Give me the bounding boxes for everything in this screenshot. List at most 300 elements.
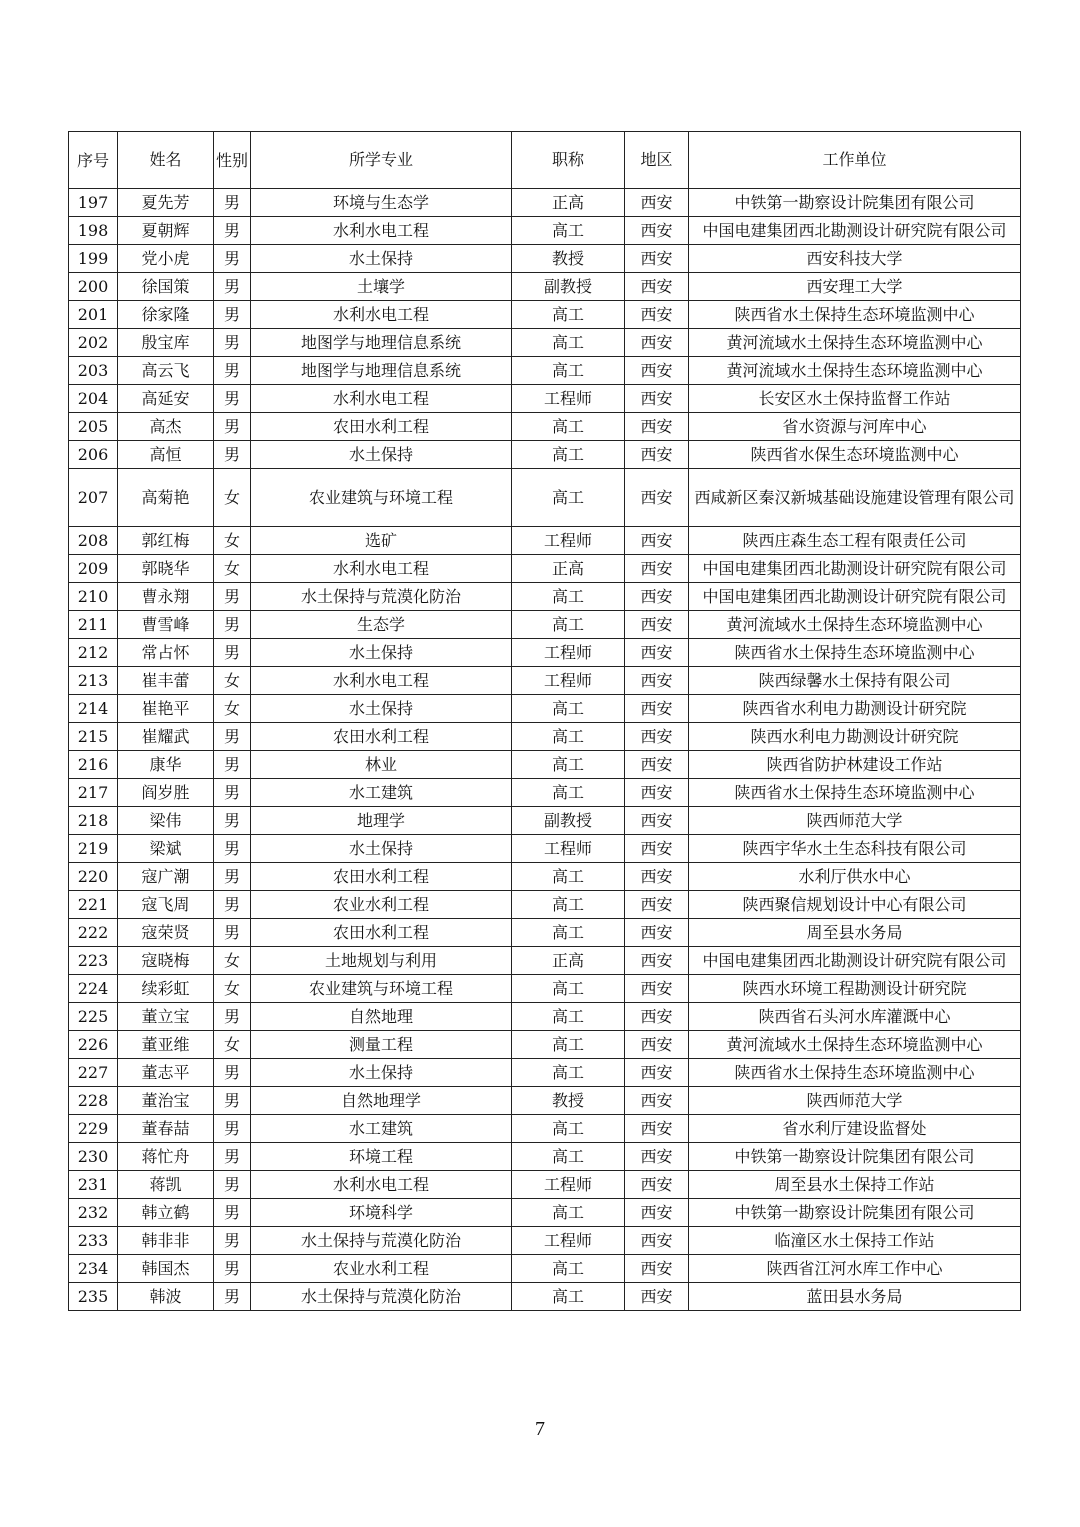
cell-major: 土壤学 bbox=[251, 273, 512, 301]
cell-major: 自然地理 bbox=[251, 1003, 512, 1031]
cell-region: 西安 bbox=[625, 245, 689, 273]
table-header-row bbox=[69, 132, 1021, 189]
cell-name: 寇飞周 bbox=[118, 891, 214, 919]
table-row bbox=[69, 527, 1021, 555]
cell-no: 218 bbox=[69, 807, 118, 835]
cell-region: 西安 bbox=[625, 835, 689, 863]
cell-no: 217 bbox=[69, 779, 118, 807]
cell-title: 高工 bbox=[512, 695, 625, 723]
cell-unit: 陕西省水土保持生态环境监测中心 bbox=[689, 779, 1021, 807]
table-row bbox=[69, 385, 1021, 413]
cell-major: 水土保持与荒漠化防治 bbox=[251, 1227, 512, 1255]
cell-unit: 西咸新区秦汉新城基础设施建设管理有限公司 bbox=[689, 469, 1021, 527]
cell-major: 环境科学 bbox=[251, 1199, 512, 1227]
cell-unit: 陕西省防护林建设工作站 bbox=[689, 751, 1021, 779]
cell-major: 农田水利工程 bbox=[251, 863, 512, 891]
cell-title: 高工 bbox=[512, 583, 625, 611]
cell-unit: 中国电建集团西北勘测设计研究院有限公司 bbox=[689, 583, 1021, 611]
cell-name: 夏朝辉 bbox=[118, 217, 214, 245]
cell-major: 水土保持 bbox=[251, 695, 512, 723]
page-number: 7 bbox=[535, 1418, 545, 1440]
table-row bbox=[69, 301, 1021, 329]
cell-no: 225 bbox=[69, 1003, 118, 1031]
cell-region: 西安 bbox=[625, 1143, 689, 1171]
cell-title: 高工 bbox=[512, 1283, 625, 1311]
cell-sex: 男 bbox=[214, 1283, 251, 1311]
cell-title: 高工 bbox=[512, 217, 625, 245]
cell-name: 梁伟 bbox=[118, 807, 214, 835]
cell-sex: 男 bbox=[214, 1227, 251, 1255]
table-row bbox=[69, 245, 1021, 273]
cell-sex: 男 bbox=[214, 1059, 251, 1087]
cell-sex: 男 bbox=[214, 1003, 251, 1031]
cell-name: 韩波 bbox=[118, 1283, 214, 1311]
cell-region: 西安 bbox=[625, 1255, 689, 1283]
cell-title: 工程师 bbox=[512, 385, 625, 413]
cell-unit: 陕西省水土保持生态环境监测中心 bbox=[689, 639, 1021, 667]
cell-region: 西安 bbox=[625, 527, 689, 555]
cell-region: 西安 bbox=[625, 385, 689, 413]
cell-no: 211 bbox=[69, 611, 118, 639]
table-row bbox=[69, 1059, 1021, 1087]
cell-name: 崔丰蕾 bbox=[118, 667, 214, 695]
cell-unit: 陕西水利电力勘测设计研究院 bbox=[689, 723, 1021, 751]
cell-name: 殷宝库 bbox=[118, 329, 214, 357]
table-row bbox=[69, 779, 1021, 807]
cell-major: 水利水电工程 bbox=[251, 667, 512, 695]
cell-unit: 临潼区水土保持工作站 bbox=[689, 1227, 1021, 1255]
cell-region: 西安 bbox=[625, 469, 689, 527]
cell-region: 西安 bbox=[625, 1059, 689, 1087]
roster-table bbox=[68, 131, 1021, 1311]
table-row bbox=[69, 611, 1021, 639]
cell-region: 西安 bbox=[625, 919, 689, 947]
cell-sex: 男 bbox=[214, 1115, 251, 1143]
cell-name: 蒋忙舟 bbox=[118, 1143, 214, 1171]
cell-sex: 男 bbox=[214, 807, 251, 835]
cell-title: 高工 bbox=[512, 329, 625, 357]
cell-region: 西安 bbox=[625, 1171, 689, 1199]
cell-name: 党小虎 bbox=[118, 245, 214, 273]
cell-major: 水工建筑 bbox=[251, 779, 512, 807]
header-name: 姓名 bbox=[118, 132, 214, 189]
cell-name: 曹永翔 bbox=[118, 583, 214, 611]
cell-no: 226 bbox=[69, 1031, 118, 1059]
cell-title: 高工 bbox=[512, 919, 625, 947]
cell-no: 224 bbox=[69, 975, 118, 1003]
cell-unit: 陕西省水土保持生态环境监测中心 bbox=[689, 1059, 1021, 1087]
cell-title: 高工 bbox=[512, 413, 625, 441]
cell-no: 230 bbox=[69, 1143, 118, 1171]
cell-major: 测量工程 bbox=[251, 1031, 512, 1059]
table-row bbox=[69, 469, 1021, 527]
cell-sex: 男 bbox=[214, 245, 251, 273]
cell-region: 西安 bbox=[625, 723, 689, 751]
cell-unit: 陕西省水保生态环境监测中心 bbox=[689, 441, 1021, 469]
cell-no: 215 bbox=[69, 723, 118, 751]
cell-unit: 省水利厅建设监督处 bbox=[689, 1115, 1021, 1143]
cell-sex: 男 bbox=[214, 779, 251, 807]
cell-region: 西安 bbox=[625, 357, 689, 385]
cell-region: 西安 bbox=[625, 751, 689, 779]
cell-name: 韩非非 bbox=[118, 1227, 214, 1255]
cell-region: 西安 bbox=[625, 583, 689, 611]
cell-name: 寇晓梅 bbox=[118, 947, 214, 975]
cell-region: 西安 bbox=[625, 891, 689, 919]
table-row bbox=[69, 583, 1021, 611]
table-row bbox=[69, 1115, 1021, 1143]
cell-sex: 男 bbox=[214, 273, 251, 301]
cell-name: 曹雪峰 bbox=[118, 611, 214, 639]
cell-name: 韩国杰 bbox=[118, 1255, 214, 1283]
cell-sex: 男 bbox=[214, 301, 251, 329]
cell-name: 韩立鹤 bbox=[118, 1199, 214, 1227]
cell-major: 地图学与地理信息系统 bbox=[251, 357, 512, 385]
cell-name: 高恒 bbox=[118, 441, 214, 469]
cell-major: 水利水电工程 bbox=[251, 555, 512, 583]
cell-unit: 中国电建集团西北勘测设计研究院有限公司 bbox=[689, 555, 1021, 583]
cell-name: 高延安 bbox=[118, 385, 214, 413]
cell-unit: 陕西师范大学 bbox=[689, 807, 1021, 835]
cell-no: 210 bbox=[69, 583, 118, 611]
cell-title: 教授 bbox=[512, 245, 625, 273]
cell-name: 董亚维 bbox=[118, 1031, 214, 1059]
cell-major: 农业水利工程 bbox=[251, 1255, 512, 1283]
cell-sex: 男 bbox=[214, 891, 251, 919]
cell-title: 工程师 bbox=[512, 1227, 625, 1255]
cell-major: 水土保持与荒漠化防治 bbox=[251, 583, 512, 611]
cell-region: 西安 bbox=[625, 441, 689, 469]
header-sex: 性别 bbox=[214, 132, 251, 189]
cell-name: 高云飞 bbox=[118, 357, 214, 385]
cell-sex: 男 bbox=[214, 835, 251, 863]
cell-region: 西安 bbox=[625, 273, 689, 301]
cell-sex: 男 bbox=[214, 413, 251, 441]
cell-sex: 女 bbox=[214, 667, 251, 695]
cell-title: 高工 bbox=[512, 441, 625, 469]
cell-sex: 男 bbox=[214, 611, 251, 639]
cell-no: 200 bbox=[69, 273, 118, 301]
cell-no: 209 bbox=[69, 555, 118, 583]
cell-sex: 女 bbox=[214, 555, 251, 583]
cell-title: 工程师 bbox=[512, 1171, 625, 1199]
cell-no: 201 bbox=[69, 301, 118, 329]
cell-no: 220 bbox=[69, 863, 118, 891]
cell-no: 212 bbox=[69, 639, 118, 667]
cell-sex: 男 bbox=[214, 217, 251, 245]
cell-major: 农业建筑与环境工程 bbox=[251, 469, 512, 527]
table-row bbox=[69, 723, 1021, 751]
cell-sex: 女 bbox=[214, 695, 251, 723]
cell-region: 西安 bbox=[625, 975, 689, 1003]
table-row bbox=[69, 1171, 1021, 1199]
cell-region: 西安 bbox=[625, 863, 689, 891]
cell-no: 214 bbox=[69, 695, 118, 723]
header-no: 序号 bbox=[69, 132, 118, 189]
table-row bbox=[69, 947, 1021, 975]
cell-title: 高工 bbox=[512, 1031, 625, 1059]
cell-region: 西安 bbox=[625, 695, 689, 723]
cell-unit: 陕西省水利电力勘测设计研究院 bbox=[689, 695, 1021, 723]
cell-title: 正高 bbox=[512, 555, 625, 583]
cell-title: 高工 bbox=[512, 1255, 625, 1283]
table-row bbox=[69, 639, 1021, 667]
cell-unit: 黄河流域水土保持生态环境监测中心 bbox=[689, 329, 1021, 357]
cell-no: 222 bbox=[69, 919, 118, 947]
cell-unit: 蓝田县水务局 bbox=[689, 1283, 1021, 1311]
cell-sex: 男 bbox=[214, 723, 251, 751]
cell-region: 西安 bbox=[625, 329, 689, 357]
cell-major: 水土保持 bbox=[251, 835, 512, 863]
table-row bbox=[69, 189, 1021, 217]
cell-title: 高工 bbox=[512, 301, 625, 329]
cell-title: 正高 bbox=[512, 947, 625, 975]
table-row bbox=[69, 1255, 1021, 1283]
cell-no: 213 bbox=[69, 667, 118, 695]
cell-sex: 男 bbox=[214, 357, 251, 385]
cell-major: 农业建筑与环境工程 bbox=[251, 975, 512, 1003]
cell-sex: 男 bbox=[214, 1143, 251, 1171]
cell-unit: 省水资源与河库中心 bbox=[689, 413, 1021, 441]
cell-unit: 陕西省石头河水库灌溉中心 bbox=[689, 1003, 1021, 1031]
cell-title: 高工 bbox=[512, 723, 625, 751]
table-row bbox=[69, 891, 1021, 919]
cell-major: 农田水利工程 bbox=[251, 919, 512, 947]
cell-region: 西安 bbox=[625, 1115, 689, 1143]
cell-sex: 女 bbox=[214, 975, 251, 1003]
cell-region: 西安 bbox=[625, 1031, 689, 1059]
table-row bbox=[69, 329, 1021, 357]
cell-title: 教授 bbox=[512, 1087, 625, 1115]
cell-sex: 女 bbox=[214, 527, 251, 555]
cell-title: 工程师 bbox=[512, 667, 625, 695]
cell-no: 199 bbox=[69, 245, 118, 273]
cell-unit: 西安理工大学 bbox=[689, 273, 1021, 301]
cell-unit: 陕西水环境工程勘测设计研究院 bbox=[689, 975, 1021, 1003]
cell-major: 水土保持与荒漠化防治 bbox=[251, 1283, 512, 1311]
cell-title: 高工 bbox=[512, 357, 625, 385]
cell-title: 高工 bbox=[512, 469, 625, 527]
cell-name: 董立宝 bbox=[118, 1003, 214, 1031]
cell-name: 康华 bbox=[118, 751, 214, 779]
cell-unit: 长安区水土保持监督工作站 bbox=[689, 385, 1021, 413]
cell-unit: 中国电建集团西北勘测设计研究院有限公司 bbox=[689, 217, 1021, 245]
table-row bbox=[69, 667, 1021, 695]
cell-title: 高工 bbox=[512, 1143, 625, 1171]
cell-region: 西安 bbox=[625, 1199, 689, 1227]
cell-name: 寇广潮 bbox=[118, 863, 214, 891]
cell-no: 197 bbox=[69, 189, 118, 217]
cell-title: 副教授 bbox=[512, 273, 625, 301]
cell-major: 选矿 bbox=[251, 527, 512, 555]
cell-region: 西安 bbox=[625, 611, 689, 639]
cell-no: 223 bbox=[69, 947, 118, 975]
header-title: 职称 bbox=[512, 132, 625, 189]
cell-title: 高工 bbox=[512, 779, 625, 807]
cell-name: 徐国策 bbox=[118, 273, 214, 301]
cell-major: 林业 bbox=[251, 751, 512, 779]
cell-name: 梁斌 bbox=[118, 835, 214, 863]
cell-no: 208 bbox=[69, 527, 118, 555]
cell-unit: 陕西庄森生态工程有限责任公司 bbox=[689, 527, 1021, 555]
cell-major: 水土保持 bbox=[251, 245, 512, 273]
cell-sex: 男 bbox=[214, 329, 251, 357]
cell-no: 219 bbox=[69, 835, 118, 863]
cell-no: 228 bbox=[69, 1087, 118, 1115]
cell-title: 高工 bbox=[512, 863, 625, 891]
cell-name: 寇荣贤 bbox=[118, 919, 214, 947]
cell-sex: 女 bbox=[214, 947, 251, 975]
cell-name: 崔耀武 bbox=[118, 723, 214, 751]
cell-name: 董志平 bbox=[118, 1059, 214, 1087]
cell-region: 西安 bbox=[625, 779, 689, 807]
cell-region: 西安 bbox=[625, 1227, 689, 1255]
table-row bbox=[69, 1199, 1021, 1227]
cell-name: 续彩虹 bbox=[118, 975, 214, 1003]
header-region: 地区 bbox=[625, 132, 689, 189]
cell-sex: 男 bbox=[214, 919, 251, 947]
cell-name: 高杰 bbox=[118, 413, 214, 441]
cell-major: 水利水电工程 bbox=[251, 1171, 512, 1199]
cell-major: 水土保持 bbox=[251, 441, 512, 469]
cell-sex: 女 bbox=[214, 469, 251, 527]
cell-no: 216 bbox=[69, 751, 118, 779]
cell-region: 西安 bbox=[625, 639, 689, 667]
cell-name: 蒋凯 bbox=[118, 1171, 214, 1199]
table-row bbox=[69, 1003, 1021, 1031]
cell-name: 阎岁胜 bbox=[118, 779, 214, 807]
cell-title: 工程师 bbox=[512, 527, 625, 555]
cell-major: 水土保持 bbox=[251, 1059, 512, 1087]
cell-title: 高工 bbox=[512, 975, 625, 1003]
cell-region: 西安 bbox=[625, 301, 689, 329]
cell-sex: 男 bbox=[214, 189, 251, 217]
cell-no: 205 bbox=[69, 413, 118, 441]
cell-major: 生态学 bbox=[251, 611, 512, 639]
cell-title: 高工 bbox=[512, 1199, 625, 1227]
cell-sex: 男 bbox=[214, 583, 251, 611]
cell-no: 232 bbox=[69, 1199, 118, 1227]
cell-name: 徐家隆 bbox=[118, 301, 214, 329]
cell-no: 221 bbox=[69, 891, 118, 919]
cell-unit: 西安科技大学 bbox=[689, 245, 1021, 273]
table-row bbox=[69, 441, 1021, 469]
cell-name: 董春喆 bbox=[118, 1115, 214, 1143]
cell-region: 西安 bbox=[625, 413, 689, 441]
cell-name: 崔艳平 bbox=[118, 695, 214, 723]
table-row bbox=[69, 217, 1021, 245]
cell-no: 204 bbox=[69, 385, 118, 413]
cell-unit: 陕西省水土保持生态环境监测中心 bbox=[689, 301, 1021, 329]
cell-unit: 陕西省江河水库工作中心 bbox=[689, 1255, 1021, 1283]
table-row bbox=[69, 1087, 1021, 1115]
cell-major: 水利水电工程 bbox=[251, 385, 512, 413]
cell-unit: 中国电建集团西北勘测设计研究院有限公司 bbox=[689, 947, 1021, 975]
cell-no: 206 bbox=[69, 441, 118, 469]
cell-unit: 陕西绿馨水土保持有限公司 bbox=[689, 667, 1021, 695]
cell-major: 水工建筑 bbox=[251, 1115, 512, 1143]
cell-sex: 男 bbox=[214, 385, 251, 413]
table-row bbox=[69, 1143, 1021, 1171]
cell-major: 农田水利工程 bbox=[251, 723, 512, 751]
cell-no: 202 bbox=[69, 329, 118, 357]
cell-no: 203 bbox=[69, 357, 118, 385]
table-row bbox=[69, 1227, 1021, 1255]
cell-region: 西安 bbox=[625, 1003, 689, 1031]
cell-unit: 周至县水土保持工作站 bbox=[689, 1171, 1021, 1199]
cell-sex: 男 bbox=[214, 1255, 251, 1283]
cell-region: 西安 bbox=[625, 807, 689, 835]
cell-title: 副教授 bbox=[512, 807, 625, 835]
cell-major: 水利水电工程 bbox=[251, 217, 512, 245]
header-unit: 工作单位 bbox=[689, 132, 1021, 189]
cell-unit: 中铁第一勘察设计院集团有限公司 bbox=[689, 1143, 1021, 1171]
cell-major: 自然地理学 bbox=[251, 1087, 512, 1115]
table-row bbox=[69, 413, 1021, 441]
cell-sex: 男 bbox=[214, 1199, 251, 1227]
cell-no: 235 bbox=[69, 1283, 118, 1311]
cell-major: 水利水电工程 bbox=[251, 301, 512, 329]
cell-unit: 陕西师范大学 bbox=[689, 1087, 1021, 1115]
cell-unit: 陕西宇华水土生态科技有限公司 bbox=[689, 835, 1021, 863]
cell-sex: 男 bbox=[214, 1087, 251, 1115]
cell-major: 农田水利工程 bbox=[251, 413, 512, 441]
table-row bbox=[69, 807, 1021, 835]
table-row bbox=[69, 863, 1021, 891]
cell-title: 工程师 bbox=[512, 835, 625, 863]
cell-major: 农业水利工程 bbox=[251, 891, 512, 919]
cell-region: 西安 bbox=[625, 1283, 689, 1311]
cell-no: 229 bbox=[69, 1115, 118, 1143]
cell-unit: 黄河流域水土保持生态环境监测中心 bbox=[689, 611, 1021, 639]
cell-region: 西安 bbox=[625, 947, 689, 975]
cell-title: 工程师 bbox=[512, 639, 625, 667]
table-row bbox=[69, 273, 1021, 301]
cell-major: 环境与生态学 bbox=[251, 189, 512, 217]
table-row bbox=[69, 919, 1021, 947]
table-row bbox=[69, 695, 1021, 723]
cell-name: 董治宝 bbox=[118, 1087, 214, 1115]
cell-sex: 男 bbox=[214, 863, 251, 891]
cell-unit: 陕西聚信规划设计中心有限公司 bbox=[689, 891, 1021, 919]
cell-no: 198 bbox=[69, 217, 118, 245]
cell-name: 高菊艳 bbox=[118, 469, 214, 527]
cell-title: 高工 bbox=[512, 1115, 625, 1143]
cell-title: 高工 bbox=[512, 611, 625, 639]
cell-title: 高工 bbox=[512, 1059, 625, 1087]
cell-sex: 男 bbox=[214, 639, 251, 667]
cell-sex: 男 bbox=[214, 1171, 251, 1199]
cell-name: 常占怀 bbox=[118, 639, 214, 667]
cell-unit: 中铁第一勘察设计院集团有限公司 bbox=[689, 1199, 1021, 1227]
cell-region: 西安 bbox=[625, 1087, 689, 1115]
table-row bbox=[69, 555, 1021, 583]
cell-title: 高工 bbox=[512, 891, 625, 919]
cell-major: 地理学 bbox=[251, 807, 512, 835]
table-row bbox=[69, 835, 1021, 863]
cell-no: 227 bbox=[69, 1059, 118, 1087]
cell-unit: 黄河流域水土保持生态环境监测中心 bbox=[689, 1031, 1021, 1059]
cell-no: 233 bbox=[69, 1227, 118, 1255]
cell-name: 郭晓华 bbox=[118, 555, 214, 583]
cell-region: 西安 bbox=[625, 555, 689, 583]
cell-name: 郭红梅 bbox=[118, 527, 214, 555]
cell-major: 土地规划与利用 bbox=[251, 947, 512, 975]
cell-region: 西安 bbox=[625, 217, 689, 245]
table-row bbox=[69, 1283, 1021, 1311]
cell-major: 水土保持 bbox=[251, 639, 512, 667]
cell-unit: 黄河流域水土保持生态环境监测中心 bbox=[689, 357, 1021, 385]
